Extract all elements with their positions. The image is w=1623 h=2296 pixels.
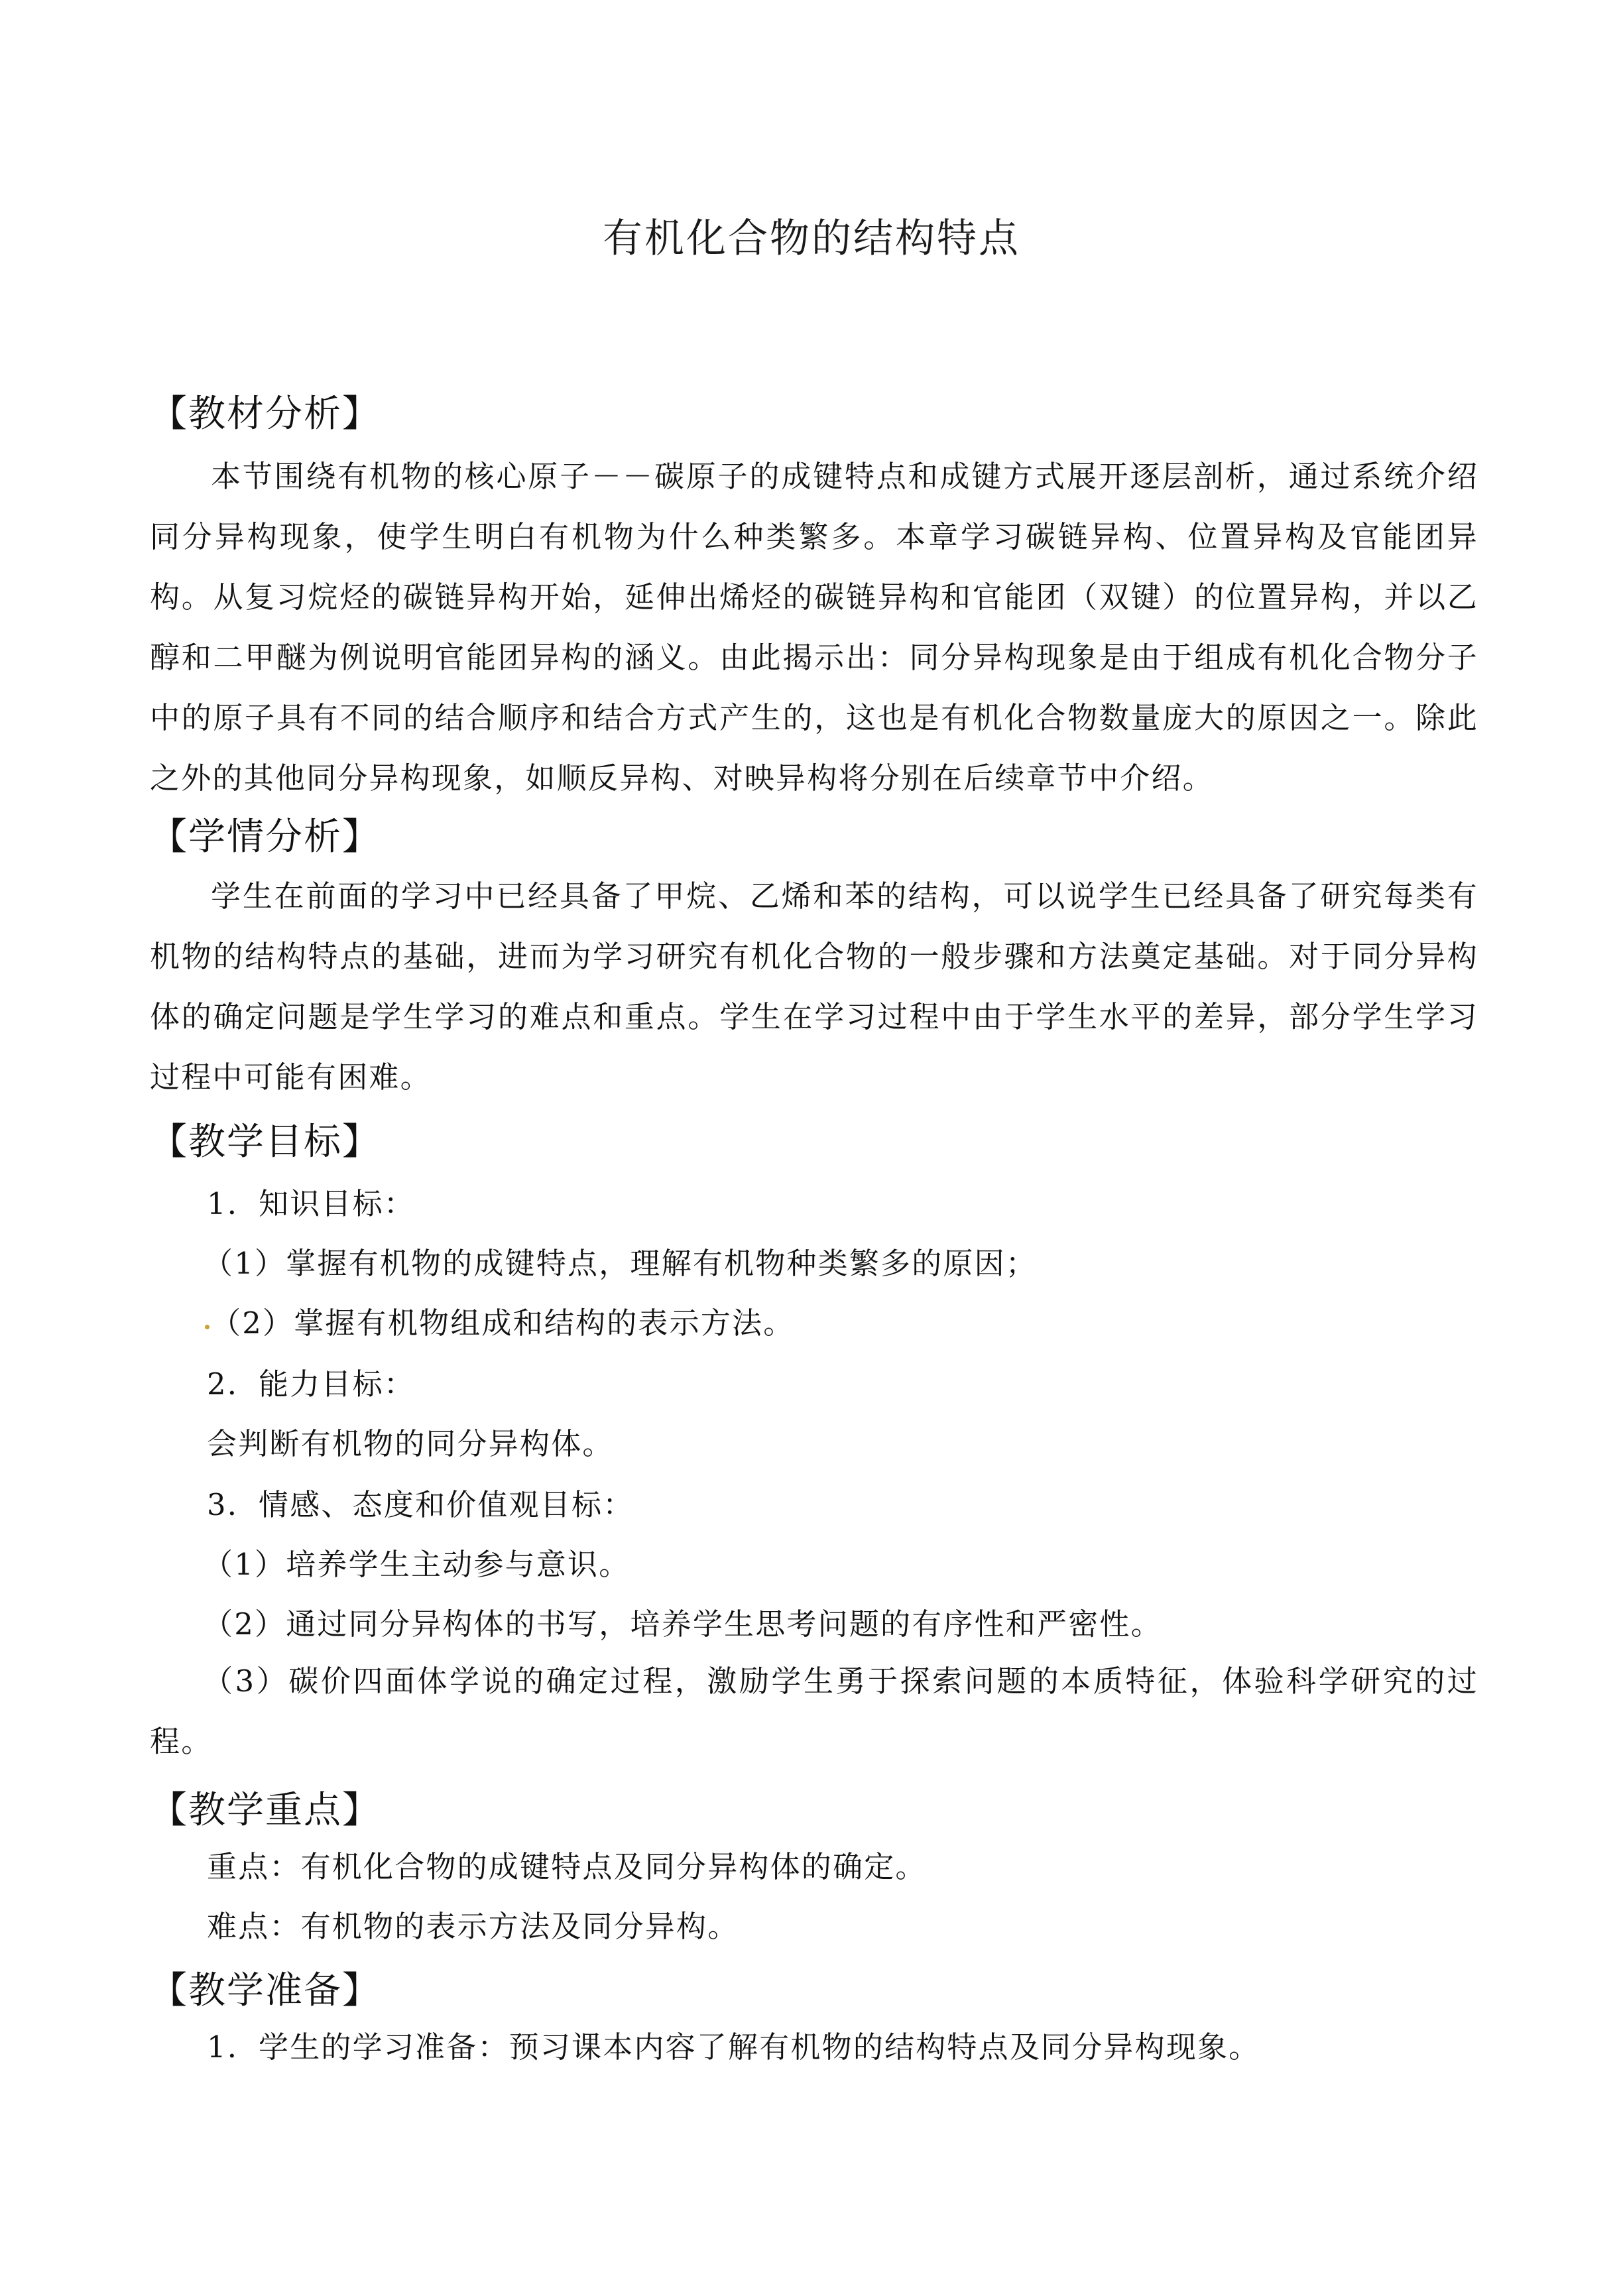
ability-goal-item-1: 会判断有机物的同分异构体。 <box>207 1426 614 1461</box>
heading-key-points: 【教学重点】 <box>150 1789 381 1832</box>
ability-goal-title: 2．能力目标： <box>207 1366 416 1402</box>
paragraph-material-analysis: 本节围绕有机物的核心原子－－碳原子的成键特点和成键方式展开逐层剖析，通过系统介绍同分异构现象，使学生明白有机物为什么种类繁多。本章学习碳链异构、位置异构及官能团异构。从复习烷烃的碳链异构开始，延伸出烯烃的碳链异构和官能团（双键）的位置异构，并以乙醇和二甲醚为例说明官能团异构的涵义。由此揭示出：同分异构现象是由于组成有机化合物分子中的原子具有不同的结合顺序和结合方式产生的，这也是有机化合物数量庞大的原因之一。除此之外的其他同分异构现象，如顺反异构、对映异构将分别在后续章节中介绍。 <box>150 459 1478 796</box>
paragraph-student-analysis: 学生在前面的学习中已经具备了甲烷、乙烯和苯的结构，可以说学生已经具备了研究每类有机物的结构特点的基础，进而为学习研究有机化合物的一般步骤和方法奠定基础。对于同分异构体的确定问题是学生学习的难点和重点。学生在学习过程中由于学生水平的差异，部分学生学习过程中可能有困难。 <box>150 878 1478 1095</box>
emotion-goal-title: 3．情感、态度和价值观目标： <box>207 1487 634 1522</box>
emotion-goal-item-1: （1）培养学生主动参与意识。 <box>203 1547 631 1582</box>
heading-student-analysis: 【学情分析】 <box>150 816 381 859</box>
knowledge-goal-item-2: （2）掌握有机物组成和结构的表示方法。 <box>211 1305 795 1341</box>
document-title: 有机化合物的结构特点 <box>603 215 1020 262</box>
margin-dot-mark <box>205 1325 210 1329</box>
knowledge-goal-title: 1．知识目标： <box>207 1186 416 1221</box>
emotion-goal-item-3: （3）碳价四面体学说的确定过程，激励学生勇于探索问题的本质特征，体验科学研究的过程。 <box>150 1663 1478 1759</box>
knowledge-goal-item-1: （1）掌握有机物的成键特点，理解有机物种类繁多的原因； <box>203 1246 1038 1281</box>
difficult-point: 难点：有机物的表示方法及同分异构。 <box>207 1909 739 1944</box>
key-point: 重点：有机化合物的成键特点及同分异构体的确定。 <box>207 1849 927 1884</box>
heading-material-analysis: 【教材分析】 <box>150 393 381 436</box>
emotion-goal-item-2: （2）通过同分异构体的书写，培养学生思考问题的有序性和严密性。 <box>203 1606 1162 1642</box>
heading-teaching-goals: 【教学目标】 <box>150 1120 381 1164</box>
heading-preparation: 【教学准备】 <box>150 1969 381 2012</box>
preparation-item-1: 1．学生的学习准备：预习课本内容了解有机物的结构特点及同分异构现象。 <box>207 2029 1260 2065</box>
